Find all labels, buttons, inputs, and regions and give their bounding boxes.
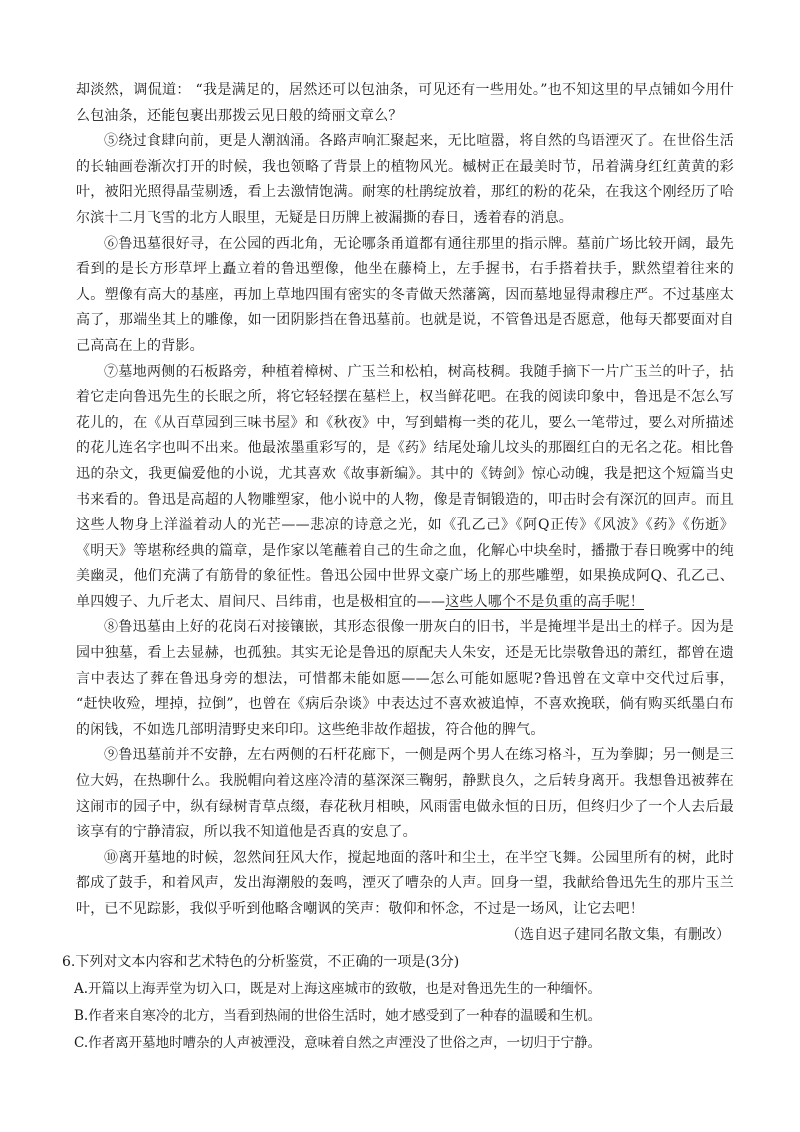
option-c: C.作者离开墓地时嘈杂的人声被湮没，意味着自然之声湮没了世俗之声，一切归于宁静。 [74, 1034, 602, 1051]
passage-paragraph-8: ⑧鲁迅墓由上好的花岗石对接镶嵌，其形态很像一册灰白的旧书，半是掩埋半是出土的样子。因为是园中独墓，看上去显赫，也孤独。其实无论是鲁迅的原配夫人朱安，还是无比崇敬鲁迅的萧红，都曾在遗言中表达了葬在鲁迅身旁的想法，可惜都未能如愿——怎么可能如愿呢?鲁迅曾在文章中交代过后事， “赶快收殓，埋掉，拉倒”，也曾在《病后杂谈》中表达过不喜欢被追悼，不喜欢挽联，倘有购买纸墨白布的闲钱，不如选几部明清野史来印印。这些绝非故作超拔，符合他的脾气。 [76, 619, 734, 738]
passage-paragraph-10: ⑩离开墓地的时候，忽然间狂风大作，搅起地面的落叶和尘土，在半空飞舞。公园里所有的树，此时都成了鼓手，和着风声，发出海潮般的轰鸣，湮灭了嘈杂的人声。回身一望，我献给鲁迅先生的那片玉兰叶，已不见踪影，我似乎听到他略含嘲讽的笑声：敬仰和怀念，不过是一场风，让它去吧！ [76, 849, 734, 917]
passage-source: （选自迟子建同名散文集，有删改） [506, 926, 730, 943]
option-b: B.作者来自寒冷的北方，当看到热闹的世俗生活时，她才感受到了一种春的温暖和生机。 [74, 1007, 602, 1024]
option-a: A.开篇以上海弄堂为切入口，既是对上海这座城市的致敬，也是对鲁迅先生的一种缅怀。 [74, 980, 602, 997]
passage-paragraph-intro: 却淡然，调侃道： “我是满足的，居然还可以包油条，可见还有一些用处。”也不知这里的早点铺如今用什么包油条，还能包裹出那拨云见日般的绮丽文章么？ [76, 82, 734, 124]
passage-paragraph-5: ⑤绕过食肆向前，更是人潮汹涌。各路声响汇聚起来，无比喧嚣，将自然的鸟语湮灭了。在世俗生活的长轴画卷渐次打开的时候，我也领略了背景上的植物风光。槭树正在最美时节，吊着满身红红黄黄的彩叶，被阳光照得晶莹剔透，看上去激情饱满。耐寒的杜鹃绽放着，那红的粉的花朵，在我这个刚经历了哈尔滨十二月飞雪的北方人眼里，无疑是日历牌上被漏撕的春日，透着春的消息。 [76, 133, 734, 226]
passage-paragraph-6: ⑥鲁迅墓很好寻，在公园的西北角，无论哪条甬道都有通往那里的指示牌。墓前广场比较开阔，最先看到的是长方形草坪上矗立着的鲁迅塑像，他坐在藤椅上，左手握书，右手搭着扶手，默然望着往来的人。塑像有高大的基座，再加上草地四围有密实的冬青做天然藩篱，因而墓地显得肃穆庄严。不过基座太高了，那端坐其上的雕像，如一团阴影挡在鲁迅墓前。也就是说，不管鲁迅是否愿意，他每天都要面对自己高高在上的背影。 [76, 235, 734, 354]
paragraph-7-text: ⑦墓地两侧的石板路旁，种植着樟树、广玉兰和松柏，树高枝稠。我随手摘下一片广玉兰的叶子，拈着它走向鲁迅先生的长眠之所，将它轻轻摆在墓栏上，权当鲜花吧。在我的阅读印象中，鲁迅是不怎么写花儿的，在《从百草园到三味书屋》和《秋夜》中，写到蜡梅一类的花儿，要么一笔带过，要么对所描述的花儿连名字也叫不出来。他最浓墨重彩写的，是《药》结尾处瑜儿坟头的那圈红白的无名之花。相比鲁迅的杂文，我更偏爱他的小说，尤其喜欢《故事新编》。其中的《铸剑》惊心动魄，我是把这个短篇当史书来看的。鲁迅是高超的人物雕塑家，他小说中的人物，像是青铜锻造的，叩击时会有深沉的回声。而且这些人物身上洋溢着动人的光芒——悲凉的诗意之光，如《孔乙己》《阿Q正传》《风波》《药》《伤逝》《明天》等堪称经典的篇章，是作家以笔蘸着自己的生命之血，化解心中块垒时，播撒于春日晚雾中的纯美幽灵，他们充满了有筋骨的象征性。鲁迅公园中世界文豪广场上的那些雕塑，如果换成阿Q、孔乙己、单四嫂子、九斤老太、眉间尺、吕纬甫，也是极相宜的—— [76, 363, 734, 610]
passage-paragraph-7 [76, 360, 734, 616]
underlined-sentence: 这些人哪个不是负重的高手呢！ [445, 593, 645, 610]
question-stem: 6.下列对文本内容和艺术特色的分析鉴赏，不正确的一项是(3分) [62, 954, 460, 971]
passage-paragraph-9: ⑨鲁迅墓前并不安静，左右两侧的石杆花廊下，一侧是两个男人在练习格斗，互为拳脚；另一侧是三位大妈，在热聊什么。我脱帽向着这座冷清的墓深深三鞠躬，静默良久，之后转身离开。我想鲁迅被葬在这闹市的园子中，纵有绿树青草点缀，春花秋月相映，风雨雷电做永恒的日历，但终归少了一个人去后最该享有的宁静清寂，所以我不知道他是否真的安息了。 [76, 747, 734, 841]
